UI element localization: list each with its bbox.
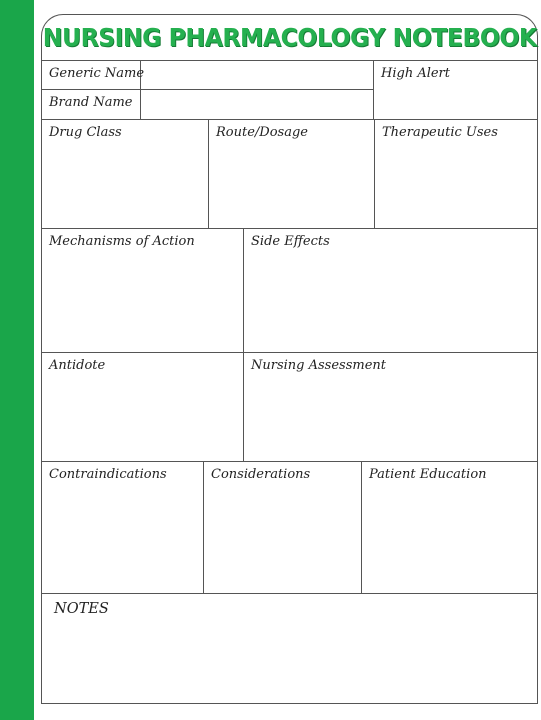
considerations-field[interactable] <box>204 462 362 594</box>
antidote-field[interactable] <box>42 353 244 462</box>
side-effects-label: Side Effects <box>251 234 330 249</box>
nursing-assessment-label: Nursing Assessment <box>251 358 387 373</box>
patient-education-label: Patient Education <box>369 467 487 482</box>
contraindications-label: Contraindications <box>49 467 167 482</box>
patient-education-field[interactable] <box>362 462 538 594</box>
mechanisms-label: Mechanisms of Action <box>49 234 195 249</box>
mechanisms-field[interactable] <box>42 229 244 353</box>
route-dosage-field[interactable] <box>209 120 375 229</box>
title-banner <box>41 14 538 60</box>
generic-name-field[interactable] <box>141 61 374 90</box>
brand-name-label-cell <box>42 90 141 120</box>
considerations-label: Considerations <box>211 467 311 482</box>
notes-field[interactable] <box>42 594 538 703</box>
nursing-assessment-field[interactable] <box>244 353 538 462</box>
drug-card-form <box>41 60 538 704</box>
high-alert-label: High Alert <box>381 66 450 81</box>
notes-label: NOTES <box>54 601 109 617</box>
route-dosage-label: Route/Dosage <box>216 125 308 140</box>
therapeutic-uses-label: Therapeutic Uses <box>382 125 498 140</box>
high-alert-field[interactable] <box>374 61 538 120</box>
drug-class-label: Drug Class <box>49 125 122 140</box>
antidote-label: Antidote <box>49 358 106 373</box>
green-spine <box>0 0 34 720</box>
generic-name-label-cell <box>42 61 145 90</box>
side-effects-field[interactable] <box>244 229 538 353</box>
brand-name-field[interactable] <box>141 90 374 120</box>
therapeutic-uses-field[interactable] <box>375 120 538 229</box>
page-title: NURSING PHARMACOLOGY NOTEBOOK <box>42 23 537 52</box>
drug-class-field[interactable] <box>42 120 209 229</box>
generic-name-label: Generic Name <box>49 66 145 81</box>
contraindications-field[interactable] <box>42 462 204 594</box>
brand-name-label: Brand Name <box>49 95 133 110</box>
